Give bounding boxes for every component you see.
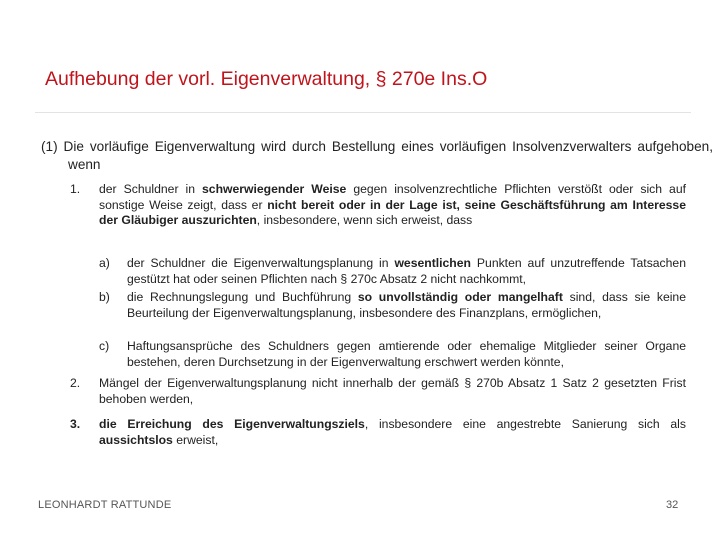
- sub-item-letter: b): [99, 290, 110, 304]
- sub-item-b: [99, 290, 686, 321]
- sub-item-text: [127, 290, 686, 321]
- emphasis-text: wesentlichen: [394, 256, 471, 270]
- list-item-number: 3.: [70, 417, 81, 431]
- text-run: die Rechnungslegung und Buchführung: [127, 290, 358, 304]
- text-run: Punkten auf unzutreffende Tatsachen gestützt hat oder seinen Pflichten nach § 270c Absatz 2 nicht nachkommt,: [127, 256, 686, 286]
- page-number: 32: [666, 499, 679, 511]
- text-run: der Schuldner die Eigenverwaltungsplanung in: [127, 256, 395, 270]
- slide-title: Aufhebung der vorl. Eigenverwaltung, § 270e Ins.O: [45, 68, 488, 90]
- sub-item-c: [99, 339, 686, 370]
- emphasis-text: nicht bereit oder in der Lage ist, seine Geschäftsführung am Interesse der Gläubiger auszurichten: [99, 197, 686, 227]
- text-run: , insbesondere, wenn sich erweist, dass: [256, 213, 473, 227]
- emphasis-text: schwerwiegender Weise: [202, 182, 347, 196]
- intro-paragraph: (1) Die vorläufige Eigenverwaltung wird durch Bestellung eines vorläufigen Insolvenzverwalters aufgehoben, wenn: [41, 139, 713, 172]
- text-run: der Schuldner in: [99, 182, 203, 196]
- list-item-1: [70, 182, 686, 229]
- footer-firm-name: LEONHARDT RATTUNDE: [38, 499, 172, 511]
- list-item-text: [99, 417, 686, 448]
- text-run: gegen insolvenzrechtliche Pflichten verstößt oder sich auf sonstige Weise zeigt, dass er: [99, 182, 687, 212]
- sub-item-text: [127, 256, 686, 287]
- emphasis-text: die Erreichung des Eigenverwaltungsziels: [99, 417, 365, 431]
- list-item-text: Mängel der Eigenverwaltungsplanung nicht innerhalb der gemäß § 270b Absatz 1 Satz 2 gesetzten Frist behoben werden,: [99, 376, 686, 406]
- list-item-number: 2.: [70, 376, 81, 390]
- emphasis-text: aussichtslos: [99, 432, 173, 447]
- text-run: sind, dass sie keine Beurteilung der Eigenverwaltungsplanung, insbesondere des Finanzplans, ermöglichen,: [127, 290, 686, 320]
- sub-item-a: [99, 256, 686, 287]
- text-run: erweist,: [172, 432, 219, 447]
- list-item-number: 1.: [70, 182, 81, 196]
- sub-item-letter: c): [99, 339, 110, 353]
- list-item-text: [99, 182, 686, 229]
- list-item-2: [70, 376, 686, 407]
- title-divider: [35, 112, 691, 113]
- text-run: , insbesondere eine angestrebte Sanierung sich als: [364, 417, 686, 431]
- emphasis-text: so unvollständig oder mangelhaft: [357, 290, 563, 304]
- sub-item-text: Haftungsansprüche des Schuldners gegen amtierende oder ehemalige Mitglieder seiner Organe bestehen, deren Durchsetzung in der Eigenverwaltung erschwert werden könnte,: [127, 339, 686, 369]
- sub-item-letter: a): [99, 256, 110, 270]
- list-item-3: [70, 417, 686, 448]
